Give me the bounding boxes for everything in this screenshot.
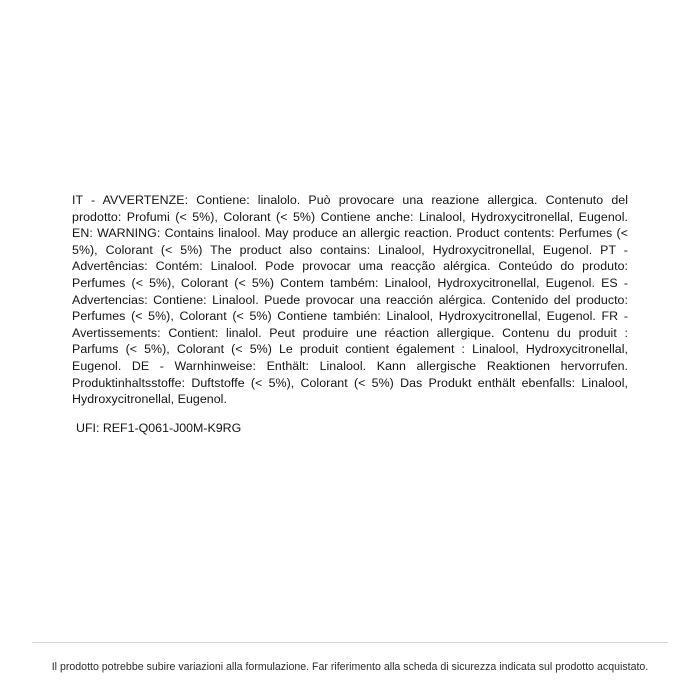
- footer-divider: [32, 642, 668, 643]
- warnings-block: [72, 192, 628, 436]
- footer: [0, 642, 700, 700]
- ufi-code: UFI: REF1-Q061-J00M-K9RG: [76, 420, 242, 435]
- warnings-paragraph: IT - AVVERTENZE: Contiene: linalolo. Può provocare una reazione allergica. Contenuto del prodotto: Profumi (< 5%), Colorant (< 5%) Contiene anche: Linalool, Hydroxycitronellal, Eugenol. EN: WARNING: Contains linalool. May produce an allergic reaction. Product contents: Perfumes (< 5%), Colorant (< 5%) The product also contains: Linalool, Hydroxycitronellal, Eugenol. PT - Advertências: Contém: Linalool. Pode provocar uma reacção alérgica. Conteúdo do produto: Perfumes (< 5%), Colorant (< 5%) Contem também: Linalool, Hydroxycitronellal, Eugenol. ES - Advertencias: Contiene: Linalool. Puede provocar una reacción alérgica. Contenido del producto: Perfumes (< 5%), Colorant (< 5%) Contiene también: Linalool, Hydroxycitronellal, Eugenol. FR - Avertissements: Contient: linalol. Peut produire une réaction allergique. Contenu du produit : Parfums (< 5%), Colorant (< 5%) Le produit contient également : Linalool, Hydroxycitronellal, Eugenol. DE - Warnhinweise: Enthält: Linalool. Kann allergische Reaktionen hervorrufen. Produktinhaltsstoffe: Duftstoffe (< 5%), Colorant (< 5%) Das Produkt enthält ebenfalls: Linalool, Hydroxycitronellal, Eugenol.: [72, 193, 628, 407]
- footer-note: Il prodotto potrebbe subire variazioni alla formulazione. Far riferimento alla scheda di sicurezza indicata sul prodotto acquistato.: [51, 661, 649, 673]
